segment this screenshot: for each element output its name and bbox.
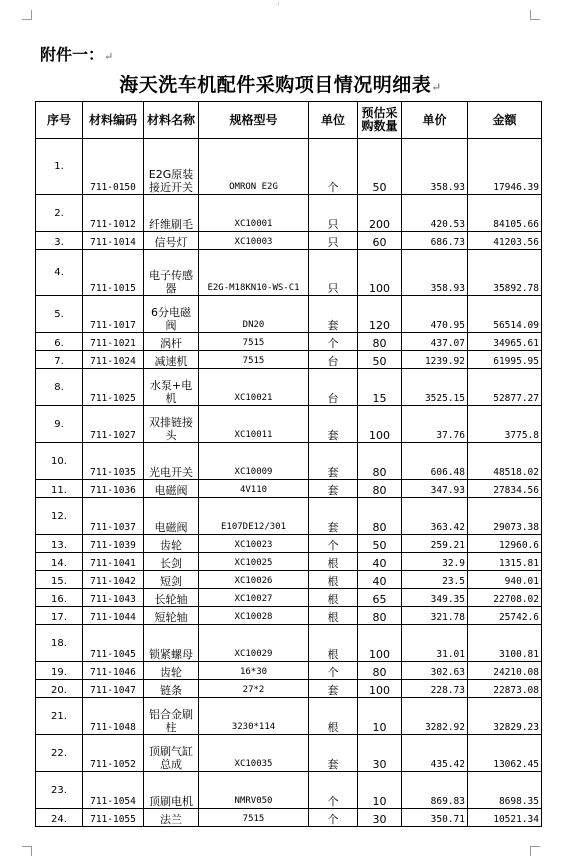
cell-seq: 23.	[36, 772, 83, 809]
cell-spec: XC10027	[199, 589, 309, 607]
cell-qty: 40	[358, 571, 402, 589]
cell-price: 3525.15	[402, 369, 468, 406]
cell-qty: 60	[358, 232, 402, 250]
cell-unit: 个	[309, 772, 358, 809]
cell-unit: 只	[309, 232, 358, 250]
cell-code: 711-1045	[83, 625, 144, 662]
cell-unit: 只	[309, 250, 358, 296]
cell-spec: XC10026	[199, 571, 309, 589]
cell-name: 光电开关	[144, 443, 199, 480]
cell-unit: 套	[309, 735, 358, 772]
cell-seq: 14.	[36, 553, 83, 571]
cell-seq: 24.	[36, 809, 83, 827]
table-row	[36, 607, 542, 625]
table-row	[36, 535, 542, 553]
cell-unit: 根	[309, 698, 358, 735]
cell-spec: XC10009	[199, 443, 309, 480]
cell-code: 711-1055	[83, 809, 144, 827]
table-row	[36, 698, 542, 735]
cell-price: 1239.92	[402, 351, 468, 369]
cell-amount: 48518.02	[468, 443, 542, 480]
cell-name: 短剑	[144, 571, 199, 589]
cell-name: 顶刷气缸总成	[144, 735, 199, 772]
table-row	[36, 351, 542, 369]
cell-seq: 10.	[36, 443, 83, 480]
table-row	[36, 369, 542, 406]
cell-code: 711-1035	[83, 443, 144, 480]
cell-price: 321.78	[402, 607, 468, 625]
cell-price: 347.93	[402, 480, 468, 498]
cell-price: 3282.92	[402, 698, 468, 735]
cell-price: 358.93	[402, 139, 468, 195]
crop-mark-top-left	[22, 10, 32, 20]
cell-name: 信号灯	[144, 232, 199, 250]
cell-unit: 个	[309, 333, 358, 351]
crop-mark-top-right	[530, 10, 540, 20]
cell-seq: 16.	[36, 589, 83, 607]
cell-amount: 29073.38	[468, 498, 542, 535]
table-row	[36, 735, 542, 772]
cell-spec: 4V110	[199, 480, 309, 498]
cell-price: 686.73	[402, 232, 468, 250]
cell-unit: 根	[309, 553, 358, 571]
cell-seq: 3.	[36, 232, 83, 250]
cell-spec: 3230*114	[199, 698, 309, 735]
cell-seq: 2.	[36, 195, 83, 232]
cell-name: 纤维刷毛	[144, 195, 199, 232]
cell-qty: 80	[358, 498, 402, 535]
cell-spec: 7515	[199, 809, 309, 827]
cell-qty: 80	[358, 480, 402, 498]
cell-price: 37.76	[402, 406, 468, 443]
cell-amount: 3775.8	[468, 406, 542, 443]
cell-name: 电子传感器	[144, 250, 199, 296]
cell-name: 6分电磁阀	[144, 296, 199, 333]
cell-seq: 12.	[36, 498, 83, 535]
table-row	[36, 232, 542, 250]
table-row	[36, 809, 542, 827]
header-price: 单价	[402, 102, 468, 139]
cell-name: 法兰	[144, 809, 199, 827]
cell-amount: 41203.56	[468, 232, 542, 250]
cell-seq: 11.	[36, 480, 83, 498]
cell-price: 349.35	[402, 589, 468, 607]
cell-price: 228.73	[402, 680, 468, 698]
table-row	[36, 680, 542, 698]
cell-price: 869.83	[402, 772, 468, 809]
header-spec: 规格型号	[199, 102, 309, 139]
cell-name: 电磁阀	[144, 480, 199, 498]
document-title: 海天洗车机配件采购项目情况明细表↵	[119, 74, 442, 96]
header-seq: 序号	[36, 102, 83, 139]
cell-amount: 24210.08	[468, 662, 542, 680]
cell-price: 259.21	[402, 535, 468, 553]
cell-name: 顶刷电机	[144, 772, 199, 809]
cell-qty: 50	[358, 535, 402, 553]
cell-qty: 100	[358, 625, 402, 662]
table-row	[36, 498, 542, 535]
cell-spec: XC10011	[199, 406, 309, 443]
cell-seq: 21.	[36, 698, 83, 735]
cell-qty: 120	[358, 296, 402, 333]
crop-mark-bottom-left	[22, 846, 32, 856]
cell-code: 711-1015	[83, 250, 144, 296]
cell-qty: 30	[358, 735, 402, 772]
cell-price: 31.01	[402, 625, 468, 662]
cell-name: 短轮轴	[144, 607, 199, 625]
crop-mark-bottom-right	[530, 846, 540, 856]
cell-code: 711-1048	[83, 698, 144, 735]
cell-amount: 34965.61	[468, 333, 542, 351]
cell-code: 711-0150	[83, 139, 144, 195]
cell-qty: 10	[358, 772, 402, 809]
header-amount: 金额	[468, 102, 542, 139]
cell-spec: 16*30	[199, 662, 309, 680]
cell-seq: 20.	[36, 680, 83, 698]
cell-code: 711-1046	[83, 662, 144, 680]
table-row	[36, 589, 542, 607]
cell-amount: 940.01	[468, 571, 542, 589]
cell-unit: 根	[309, 625, 358, 662]
cell-seq: 6.	[36, 333, 83, 351]
cell-name: 水泵+电机	[144, 369, 199, 406]
cell-spec: XC10001	[199, 195, 309, 232]
cell-qty: 100	[358, 250, 402, 296]
cell-amount: 10521.34	[468, 809, 542, 827]
cell-price: 606.48	[402, 443, 468, 480]
cell-code: 711-1052	[83, 735, 144, 772]
cell-amount: 52877.27	[468, 369, 542, 406]
cell-seq: 19.	[36, 662, 83, 680]
cell-unit: 套	[309, 296, 358, 333]
table-row	[36, 625, 542, 662]
cell-amount: 1315.81	[468, 553, 542, 571]
cell-spec: XC10003	[199, 232, 309, 250]
cell-name: 齿轮	[144, 535, 199, 553]
cell-name: 锁紧螺母	[144, 625, 199, 662]
cell-amount: 56514.09	[468, 296, 542, 333]
cell-qty: 100	[358, 406, 402, 443]
table-row	[36, 480, 542, 498]
cell-spec: 7515	[199, 333, 309, 351]
table-row	[36, 296, 542, 333]
cell-seq: 4.	[36, 250, 83, 296]
cell-code: 711-1036	[83, 480, 144, 498]
cell-qty: 40	[358, 553, 402, 571]
cell-code: 711-1014	[83, 232, 144, 250]
cell-name: 双排链接头	[144, 406, 199, 443]
cell-name: 涡杆	[144, 333, 199, 351]
cell-code: 711-1042	[83, 571, 144, 589]
cell-code: 711-1037	[83, 498, 144, 535]
table-row	[36, 195, 542, 232]
document-title-text: 海天洗车机配件采购项目情况明细表	[119, 74, 432, 96]
cell-qty: 50	[358, 351, 402, 369]
table-row	[36, 662, 542, 680]
cell-code: 711-1043	[83, 589, 144, 607]
cell-spec: XC10035	[199, 735, 309, 772]
cell-unit: 个	[309, 809, 358, 827]
cell-code: 711-1044	[83, 607, 144, 625]
cell-unit: 根	[309, 571, 358, 589]
attachment-label: 附件一：↵	[40, 45, 114, 64]
cell-unit: 套	[309, 498, 358, 535]
cell-seq: 17.	[36, 607, 83, 625]
cell-amount: 25742.6	[468, 607, 542, 625]
cell-qty: 65	[358, 589, 402, 607]
cell-seq: 7.	[36, 351, 83, 369]
table-row	[36, 139, 542, 195]
cell-name: 链条	[144, 680, 199, 698]
cell-code: 711-1054	[83, 772, 144, 809]
cell-code: 711-1024	[83, 351, 144, 369]
cell-qty: 80	[358, 662, 402, 680]
cell-seq: 9.	[36, 406, 83, 443]
cell-seq: 18.	[36, 625, 83, 662]
cell-amount: 84105.66	[468, 195, 542, 232]
cell-spec: E107DE12/301	[199, 498, 309, 535]
cell-amount: 3100.81	[468, 625, 542, 662]
cell-code: 711-1025	[83, 369, 144, 406]
cell-amount: 61995.95	[468, 351, 542, 369]
cell-qty: 80	[358, 607, 402, 625]
cell-amount: 35892.78	[468, 250, 542, 296]
cell-qty: 10	[358, 698, 402, 735]
table-header-row	[36, 102, 542, 139]
cell-name: 减速机	[144, 351, 199, 369]
cell-amount: 8698.35	[468, 772, 542, 809]
cell-qty: 200	[358, 195, 402, 232]
cell-name: 齿轮	[144, 662, 199, 680]
cell-code: 711-1017	[83, 296, 144, 333]
cell-unit: 套	[309, 680, 358, 698]
cell-name: E2G原装接近开关	[144, 139, 199, 195]
header-code: 材料编码	[83, 102, 144, 139]
table-row	[36, 553, 542, 571]
cell-unit: 只	[309, 195, 358, 232]
cell-qty: 80	[358, 333, 402, 351]
attachment-label-text: 附件一：	[40, 45, 105, 64]
cell-spec: XC10023	[199, 535, 309, 553]
cell-name: 铝合金刷柱	[144, 698, 199, 735]
cell-amount: 22873.08	[468, 680, 542, 698]
table-row	[36, 250, 542, 296]
cell-spec: XC10028	[199, 607, 309, 625]
cell-price: 302.63	[402, 662, 468, 680]
header-qty: 预估采购数量	[358, 102, 402, 139]
table-row	[36, 571, 542, 589]
cell-code: 711-1039	[83, 535, 144, 553]
cell-unit: 套	[309, 443, 358, 480]
table-row	[36, 443, 542, 480]
cell-seq: 22.	[36, 735, 83, 772]
cell-unit: 套	[309, 406, 358, 443]
top-mark: ·'	[276, 2, 280, 9]
cell-spec: E2G-M18KN10-WS-C1	[199, 250, 309, 296]
cell-amount: 27834.56	[468, 480, 542, 498]
cell-seq: 15.	[36, 571, 83, 589]
cell-qty: 80	[358, 443, 402, 480]
cell-name: 电磁阀	[144, 498, 199, 535]
cell-qty: 15	[358, 369, 402, 406]
cell-spec: 27*2	[199, 680, 309, 698]
cell-spec: XC10029	[199, 625, 309, 662]
cell-price: 420.53	[402, 195, 468, 232]
cell-qty: 50	[358, 139, 402, 195]
procurement-table	[35, 101, 542, 827]
cell-amount: 32829.23	[468, 698, 542, 735]
cell-unit: 台	[309, 351, 358, 369]
cell-price: 363.42	[402, 498, 468, 535]
cell-code: 711-1041	[83, 553, 144, 571]
cell-price: 435.42	[402, 735, 468, 772]
table-row	[36, 406, 542, 443]
cell-spec: XC10021	[199, 369, 309, 406]
cell-code: 711-1047	[83, 680, 144, 698]
table-row	[36, 333, 542, 351]
cell-seq: 8.	[36, 369, 83, 406]
cell-qty: 30	[358, 809, 402, 827]
cell-unit: 个	[309, 662, 358, 680]
cell-seq: 13.	[36, 535, 83, 553]
cell-unit: 根	[309, 589, 358, 607]
cell-spec: XC10025	[199, 553, 309, 571]
cell-price: 32.9	[402, 553, 468, 571]
cell-amount: 17946.39	[468, 139, 542, 195]
cell-spec: 7515	[199, 351, 309, 369]
cell-price: 470.95	[402, 296, 468, 333]
cell-spec: OMRON E2G	[199, 139, 309, 195]
cell-name: 长剑	[144, 553, 199, 571]
cell-unit: 台	[309, 369, 358, 406]
cell-unit: 根	[309, 607, 358, 625]
cell-price: 23.5	[402, 571, 468, 589]
cell-price: 437.07	[402, 333, 468, 351]
cell-name: 长轮轴	[144, 589, 199, 607]
cell-amount: 13062.45	[468, 735, 542, 772]
cell-amount: 22708.02	[468, 589, 542, 607]
cell-seq: 1.	[36, 139, 83, 195]
cell-seq: 5.	[36, 296, 83, 333]
cell-code: 711-1027	[83, 406, 144, 443]
cell-price: 350.71	[402, 809, 468, 827]
header-unit: 单位	[309, 102, 358, 139]
table-row	[36, 772, 542, 809]
cell-code: 711-1012	[83, 195, 144, 232]
cell-unit: 个	[309, 139, 358, 195]
header-name: 材料名称	[144, 102, 199, 139]
cell-code: 711-1021	[83, 333, 144, 351]
cell-price: 358.93	[402, 250, 468, 296]
cell-unit: 套	[309, 480, 358, 498]
cell-spec: DN20	[199, 296, 309, 333]
cell-spec: NMRV050	[199, 772, 309, 809]
cell-qty: 100	[358, 680, 402, 698]
cell-unit: 个	[309, 535, 358, 553]
cell-amount: 12960.6	[468, 535, 542, 553]
